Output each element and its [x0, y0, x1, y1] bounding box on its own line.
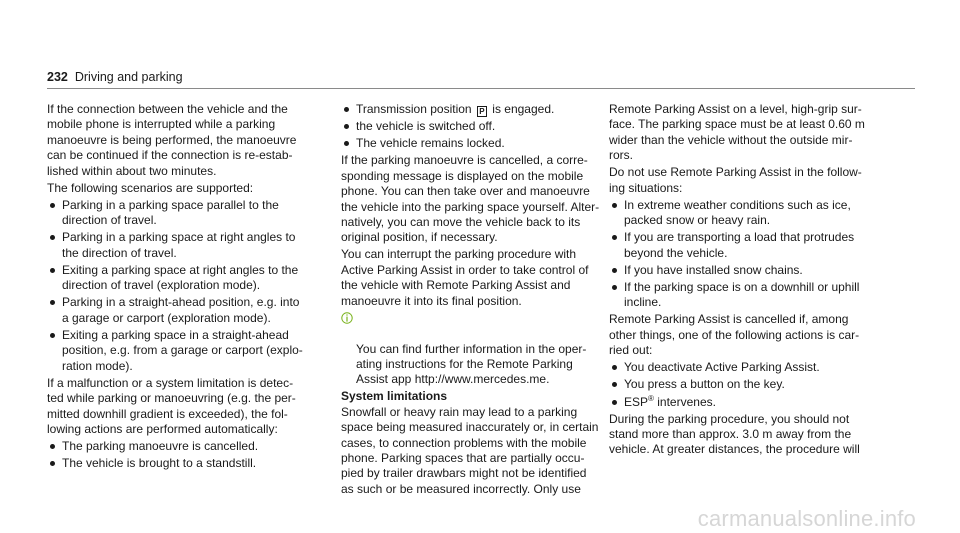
info-note: You can find further information in the oper- ating instructions for the Remote Parking Assist app http://www.mercedes.me. — [341, 311, 613, 388]
paragraph: Snowfall or heavy rain may lead to a parking space being measured inaccurately or, in certain cases, to connection problems with the mobile phone. Parking spaces that are partially occu- pied by trailer drawbars might not be identified as such or be measured incorrectly. Only use — [341, 404, 599, 496]
column-left — [47, 102, 319, 473]
bullet-icon — [50, 203, 55, 208]
bullet-icon — [344, 107, 349, 112]
info-icon — [341, 312, 353, 324]
bullet-icon — [50, 300, 55, 305]
page-header — [47, 70, 183, 85]
bullet-icon — [612, 203, 617, 208]
list-item: Transmission position P is engaged. — [341, 102, 613, 117]
bullet-icon — [50, 235, 55, 240]
watermark-link[interactable]: carmanualsonline.info — [697, 506, 916, 531]
list-item: If you are transporting a load that protrudes beyond the vehicle. — [609, 230, 881, 261]
paragraph: You can interrupt the parking procedure with Active Parking Assist in order to take control of the vehicle with Remote Parking Assist and manoeuvre it into its final position. — [341, 247, 589, 308]
bullet-icon — [50, 268, 55, 273]
paragraph: If a malfunction or a system limitation is detec- ted while parking or manoeuvring (e.g. the per- mitted downhill gradient is exceeded), the fol- lowing actions are performed automatically: — [47, 375, 296, 436]
paragraph: The following scenarios are supported: — [47, 180, 254, 195]
bullet-icon — [50, 333, 55, 338]
list-item: The vehicle remains locked. — [341, 136, 613, 151]
column-right — [609, 102, 881, 460]
list-item: You press a button on the key. — [609, 377, 881, 392]
bullet-icon — [50, 461, 55, 466]
bullet-icon — [612, 400, 617, 405]
bullet-icon — [612, 382, 617, 387]
header-divider — [47, 88, 915, 89]
paragraph: Remote Parking Assist is cancelled if, among other things, one of the following actions is car- ried out: — [609, 312, 860, 358]
bullet-icon — [612, 285, 617, 290]
bullet-icon — [612, 268, 617, 273]
list-item: Parking in a straight-ahead position, e.g. into a garage or carport (exploration mode). — [47, 295, 319, 326]
list-item: The parking manoeuvre is cancelled. — [47, 439, 319, 454]
park-gear-icon: P — [477, 106, 487, 117]
bullet-icon — [612, 365, 617, 370]
page-number: 232 — [47, 70, 68, 84]
paragraph: During the parking procedure, you should not stand more than approx. 3.0 m away from the vehicle. At greater distances, the procedure will — [609, 411, 860, 457]
paragraph: If the connection between the vehicle and the mobile phone is interrupted while a parking manoeuvre is being performed, the manoeuvre can be continued if the connection is re-estab- lished within about two minutes. — [47, 102, 297, 178]
list-item: Parking in a parking space at right angles to the direction of travel. — [47, 230, 319, 261]
list-item: You deactivate Active Parking Assist. — [609, 360, 881, 375]
bullet-icon — [344, 124, 349, 129]
list-item: Parking in a parking space parallel to the direction of travel. — [47, 198, 319, 229]
column-middle — [341, 102, 613, 499]
list-item: Exiting a parking space in a straight-ahead position, e.g. from a garage or carport (explo- ration mode). — [47, 328, 319, 374]
list-item: In extreme weather conditions such as ice, packed snow or heavy rain. — [609, 198, 881, 229]
list-item: If you have installed snow chains. — [609, 263, 881, 278]
bullet-icon — [344, 141, 349, 146]
bullet-icon — [50, 444, 55, 449]
list-item: The vehicle is brought to a standstill. — [47, 456, 319, 471]
paragraph: If the parking manoeuvre is cancelled, a corre- sponding message is displayed on the mobile phone. You can then take over and manoeuvre the vehicle into the parking space yourself. Alter- natively, you can move the vehicle back to its original position, if necessary. — [341, 153, 600, 245]
list-item: the vehicle is switched off. — [341, 119, 613, 134]
section-heading: System limitations — [341, 389, 448, 404]
paragraph: Do not use Remote Parking Assist in the follow- ing situations: — [609, 165, 862, 195]
paragraph: Remote Parking Assist on a level, high-grip sur- face. The parking space must be at least 0.60 m wider than the vehicle without the outside mir- rors. — [609, 102, 865, 163]
section-title: Driving and parking — [74, 70, 183, 84]
list-item: ESP® intervenes. — [609, 395, 881, 410]
bullet-icon — [612, 235, 617, 240]
registered-mark: ® — [648, 393, 654, 403]
list-item: Exiting a parking space at right angles to the direction of travel (exploration mode). — [47, 263, 319, 294]
list-item: If the parking space is on a downhill or uphill incline. — [609, 280, 881, 311]
